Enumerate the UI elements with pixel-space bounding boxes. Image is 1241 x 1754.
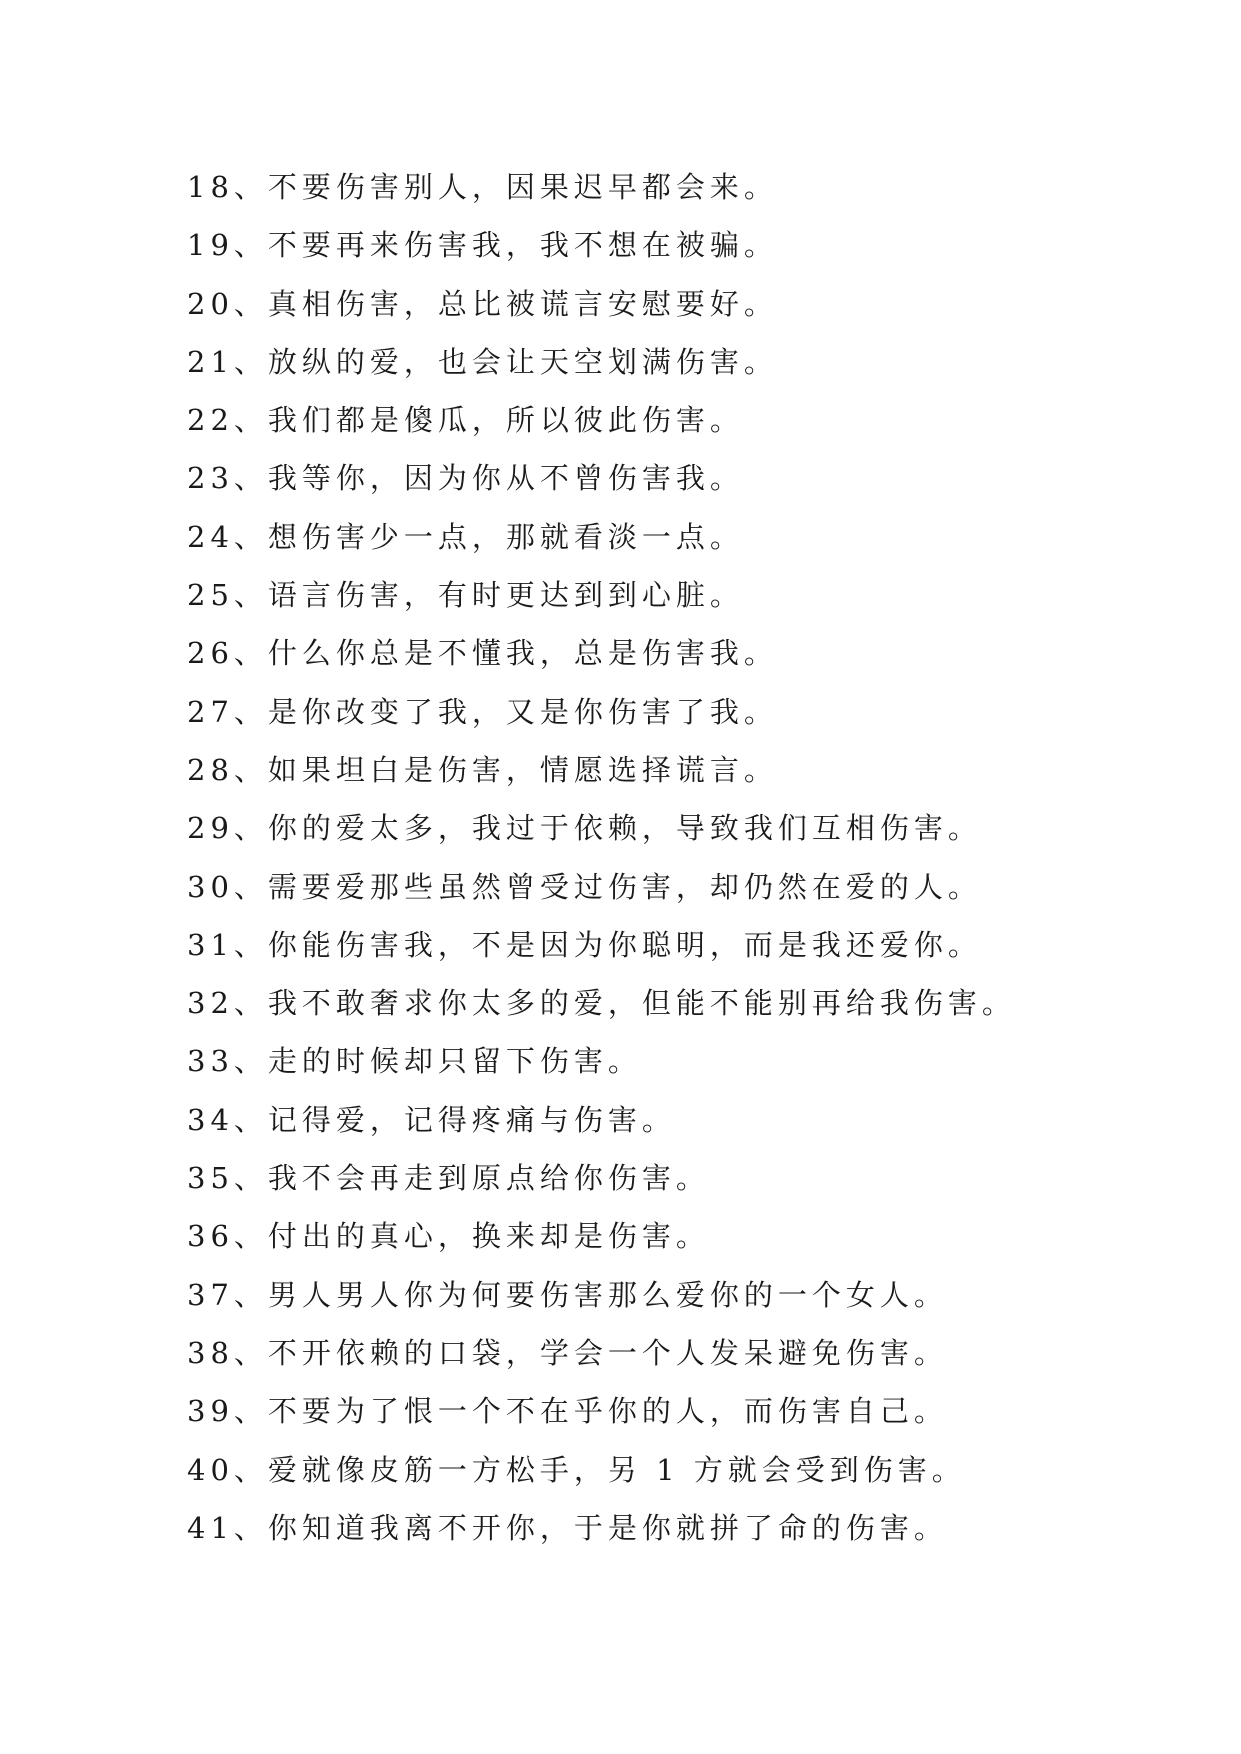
quote-line-24: 24、想伤害少一点，那就看淡一点。: [187, 519, 744, 554]
quote-line-22: 22、我们都是傻瓜，所以彼此伤害。: [187, 403, 744, 438]
quote-line-30: 30、需要爱那些虽然曾受过伤害，却仍然在爱的人。: [187, 869, 982, 904]
quote-line-29: 29、你的爱太多，我过于依赖，导致我们互相伤害。: [187, 811, 982, 846]
quote-line-38: 38、不开依赖的口袋，学会一个人发呆避免伤害。: [187, 1335, 948, 1370]
quote-line-23: 23、我等你，因为你从不曾伤害我。: [187, 461, 744, 496]
quote-line-35: 35、我不会再走到原点给你伤害。: [187, 1161, 710, 1196]
quote-line-26: 26、什么你总是不懂我，总是伤害我。: [187, 636, 778, 671]
quote-line-27: 27、是你改变了我，又是你伤害了我。: [187, 694, 778, 729]
quote-line-34: 34、记得爱，记得疼痛与伤害。: [187, 1102, 676, 1137]
quote-line-21: 21、放纵的爱，也会让天空划满伤害。: [187, 344, 778, 379]
quote-line-41: 41、你知道我离不开你，于是你就拼了命的伤害。: [187, 1510, 948, 1545]
quote-line-20: 20、真相伤害，总比被谎言安慰要好。: [187, 286, 778, 321]
quote-line-39: 39、不要为了恨一个不在乎你的人，而伤害自己。: [187, 1394, 948, 1429]
quote-line-28: 28、如果坦白是伤害，情愿选择谎言。: [187, 752, 778, 787]
quote-line-40: 40、爱就像皮筋一方松手，另 1 方就会受到伤害。: [187, 1452, 966, 1487]
quote-line-32: 32、我不敢奢求你太多的爱，但能不能别再给我伤害。: [187, 986, 1016, 1021]
quote-line-37: 37、男人男人你为何要伤害那么爱你的一个女人。: [187, 1277, 948, 1312]
quote-list: [187, 158, 1016, 1557]
quote-line-33: 33、走的时候却只留下伤害。: [187, 1044, 642, 1079]
quote-line-19: 19、不要再来伤害我，我不想在被骗。: [187, 228, 778, 263]
quote-line-25: 25、语言伤害，有时更达到到心脏。: [187, 578, 744, 613]
quote-line-36: 36、付出的真心，换来却是伤害。: [187, 1219, 710, 1254]
quote-line-31: 31、你能伤害我，不是因为你聪明，而是我还爱你。: [187, 927, 982, 962]
quote-line-18: 18、不要伤害别人，因果迟早都会来。: [187, 170, 778, 204]
